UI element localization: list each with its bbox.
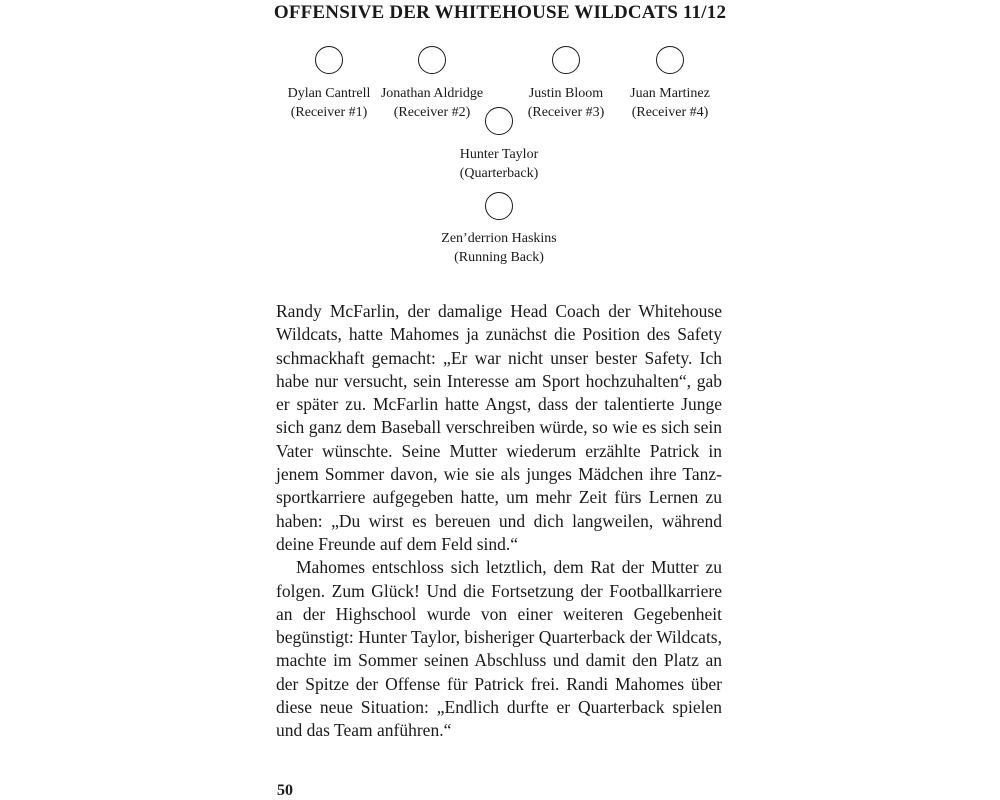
page-number: 50	[277, 782, 293, 799]
player-name: Dylan Cantrell	[287, 86, 371, 101]
player-marker-running-back	[485, 192, 513, 220]
player-role: (Running Back)	[454, 250, 544, 265]
player-label-running-back	[414, 229, 584, 267]
paragraph: Mahomes entschloss sich letztlich, dem Rat der Mutter zu folgen. Zum Glück! Und die Fortsetzung der Footballkarriere an der Highschool wurde von einer weiteren Gegebenheit begünstigt: Hunter Taylor, bisheriger Quarterback der Wildcats, machte im Sommer seinen Abschluss und damit den Platz an der Spitze der Offense für Patrick frei. Randi Mahomes über diese neue Situation: „Endlich durfte er Quarterback spielen und das Team anführen.“	[276, 557, 722, 741]
player-role: (Receiver #4)	[631, 105, 709, 120]
player-name: Zen’derrion Haskins	[441, 231, 557, 246]
player-name: Justin Bloom	[528, 86, 604, 101]
player-role: (Receiver #1)	[290, 105, 368, 120]
player-label-quarterback	[414, 145, 584, 183]
paragraph: Randy McFarlin, der damalige Head Coach der Whitehouse Wildcats, hatte Mahomes ja zunächst die Position des Safety schmackhaft gemacht: „Er war nicht unser bester Safety. Ich habe nur versucht, sein Interesse am Sport hochzuhalten“, gab er später zu. McFarlin hatte Angst, dass der talentierte Junge sich ganz dem Baseball verschreiben würde, so wie es sich sein Vater wünschte. Seine Mutter wiederum erzählte Patrick in jenem Sommer davon, wie sie als junges Mädchen ihre Tanzsportkarriere aufgegeben hatte, um mehr Zeit fürs Lernen zu haben: „Du wirst es bereuen und dich langweilen, während deine Freunde auf dem Feld sind.“	[276, 301, 722, 554]
player-role: (Receiver #3)	[527, 105, 605, 120]
page-heading: OFFENSIVE DER WHITEHOUSE WILDCATS 11/12	[273, 2, 727, 23]
player-marker-quarterback	[485, 107, 513, 135]
player-label-receiver-4	[585, 84, 755, 122]
player-role: (Receiver #2)	[393, 105, 471, 120]
player-name: Hunter Taylor	[459, 147, 539, 162]
player-marker-receiver-2	[418, 46, 446, 74]
body-text	[276, 300, 722, 743]
player-marker-receiver-1	[315, 46, 343, 74]
player-marker-receiver-3	[552, 46, 580, 74]
player-role: (Quarterback)	[459, 166, 539, 181]
player-name: Juan Martinez	[630, 86, 710, 101]
player-name: Jonathan Aldridge	[380, 86, 484, 101]
player-marker-receiver-4	[656, 46, 684, 74]
